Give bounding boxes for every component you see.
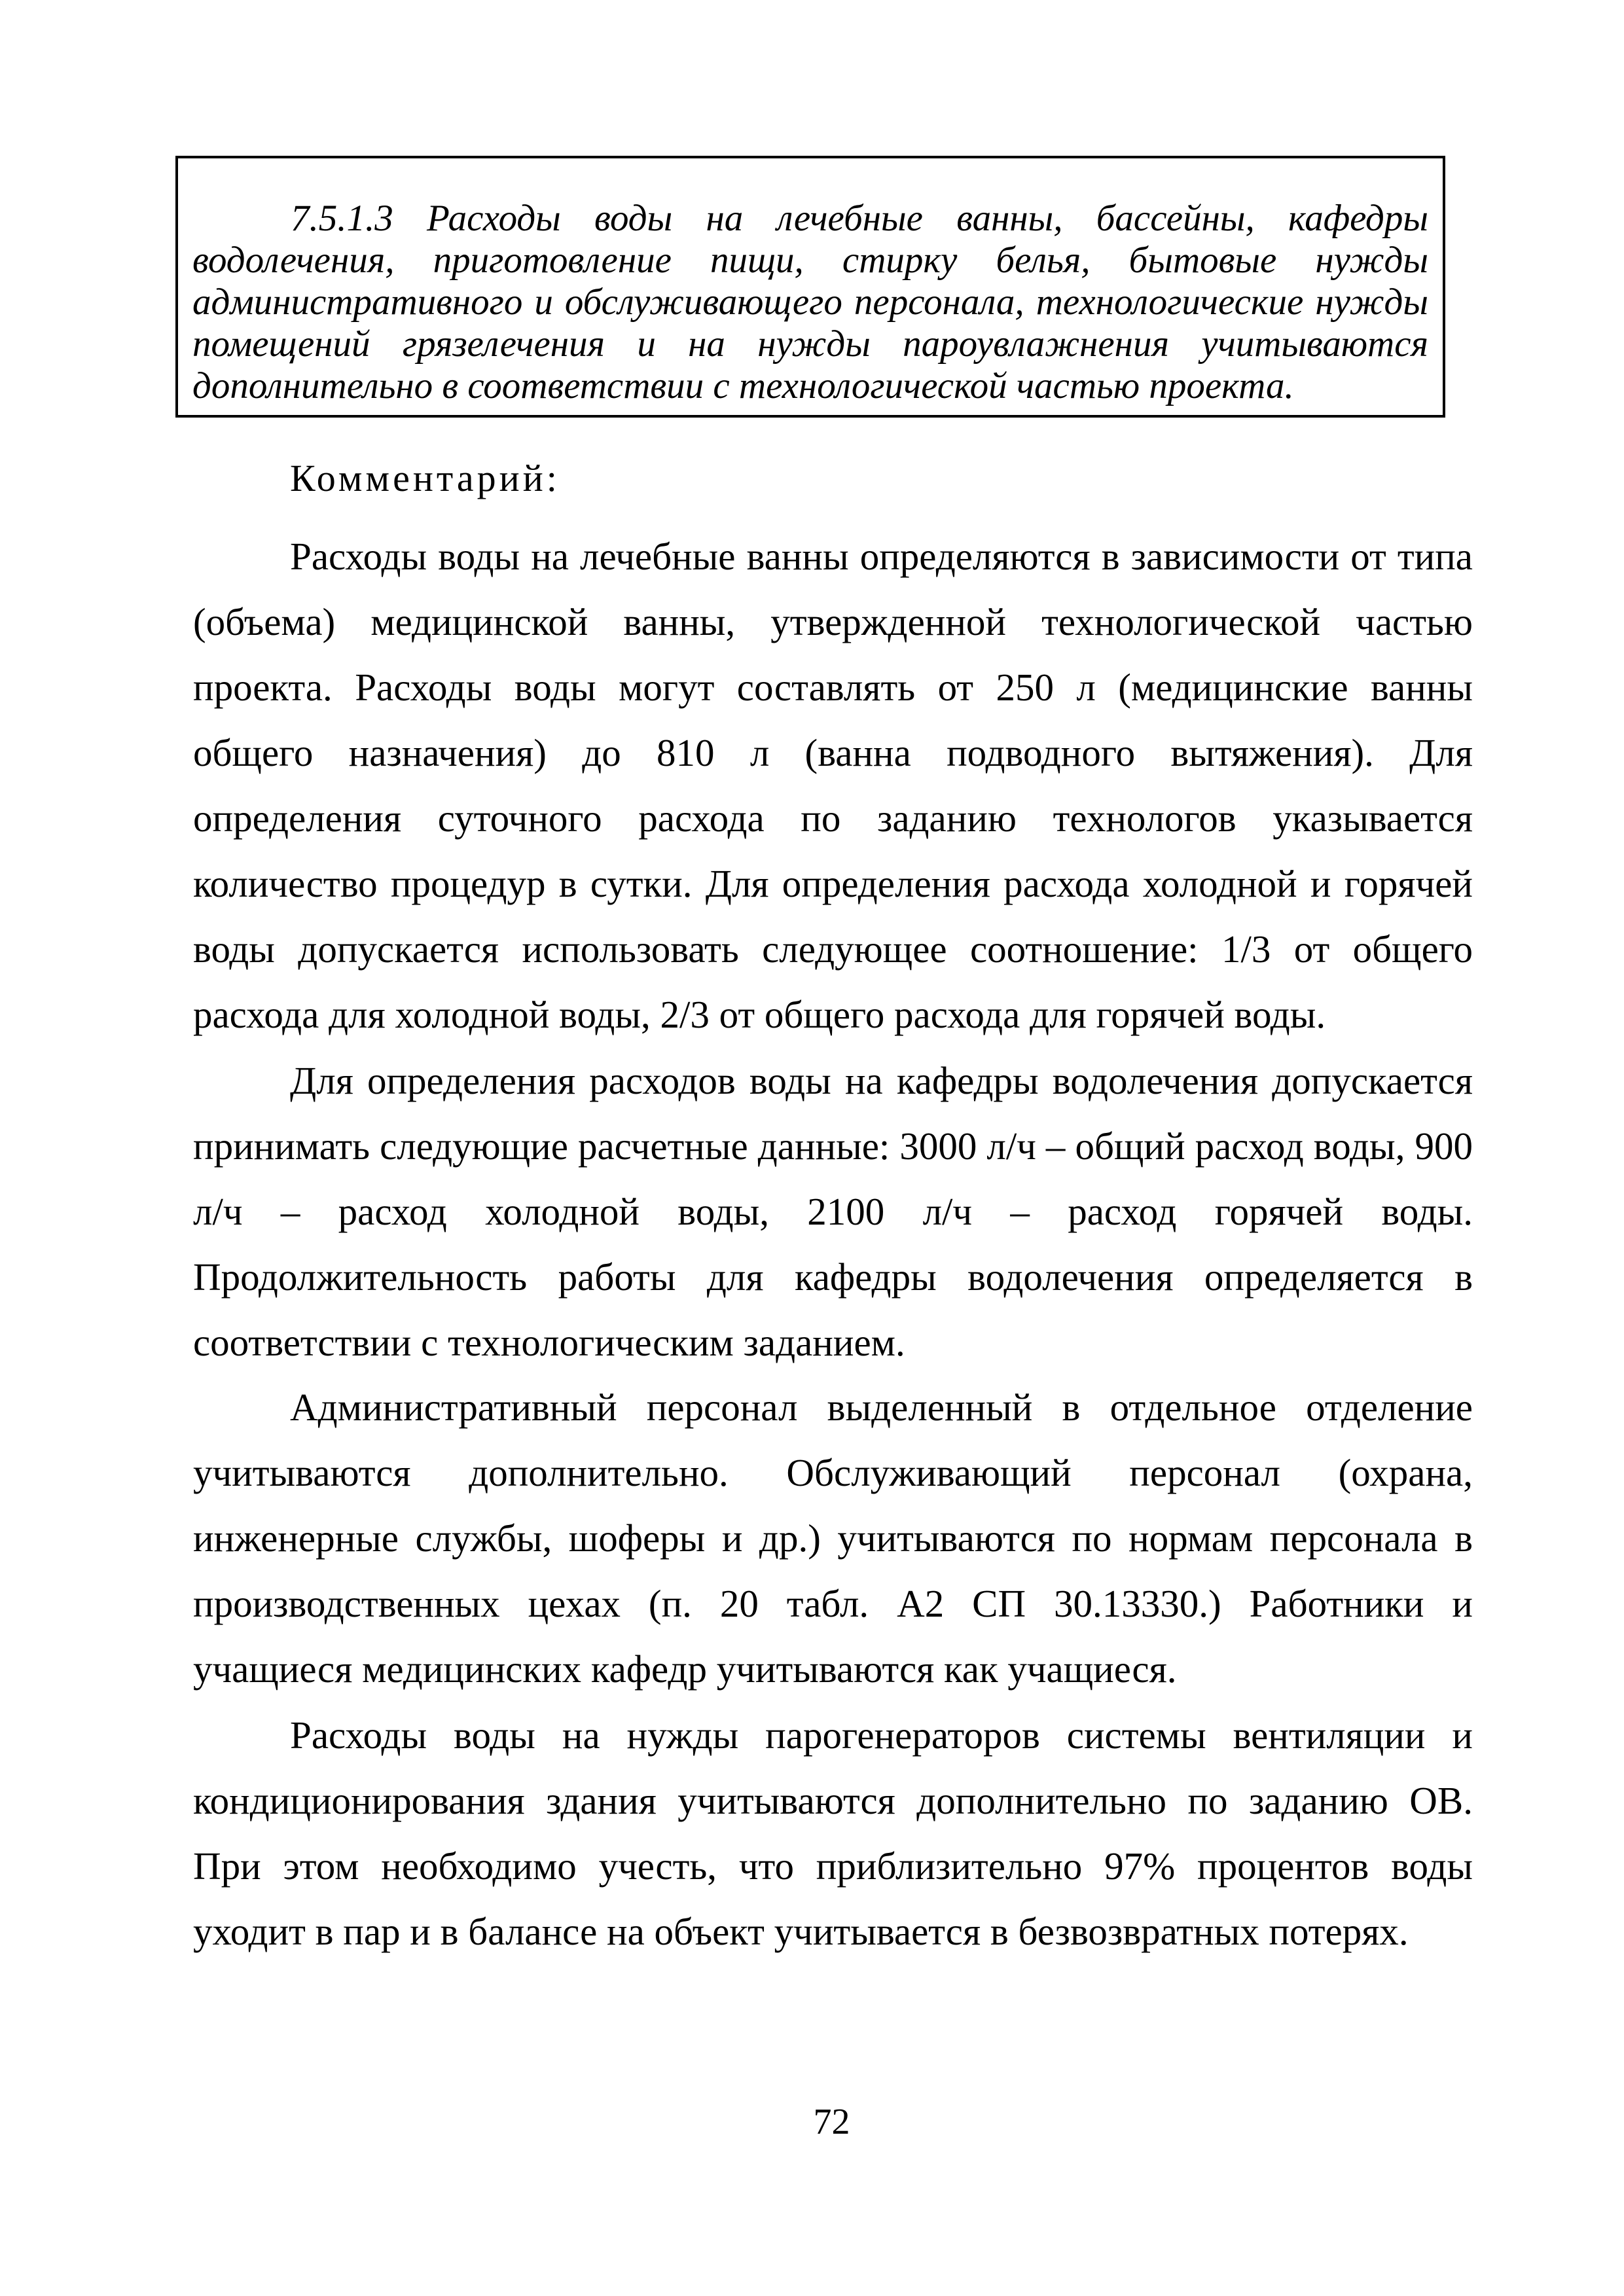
comment-heading: Комментарий:	[290, 457, 560, 499]
norm-clause-box	[175, 156, 1445, 418]
comment-paragraph-steam-generators: Расходы воды на нужды парогенераторов системы вентиляции и кондиционирования здания учитываются дополнительно по заданию ОВ. При этом необходимо учесть, что приблизительно 97% процентов воды уходит в пар и в балансе на объект учитывается в безвозвратных потерях.	[193, 1713, 1473, 1953]
comment-paragraph-personnel: Административный персонал выделенный в отдельное отделение учитываются дополнительно. Обслуживающий персонал (охрана, инженерные службы, шоферы и др.) учитываются по нормам персонала в производственных цехах (п. 20 табл. А2 СП 30.13330.) Работники и учащиеся медицинских кафедр учитываются как учащиеся.	[193, 1386, 1473, 1691]
comment-paragraph-hydrotherapy: Для определения расходов воды на кафедры водолечения допускается принимать следующие расчетные данные: 3000 л/ч – общий расход воды, 900 л/ч – расход холодной воды, 2100 л/ч – расход горячей воды. Продолжительность работы для кафедры водолечения определяется в соответствии с технологическим заданием.	[193, 1059, 1473, 1364]
comment-paragraph-baths: Расходы воды на лечебные ванны определяются в зависимости от типа (объема) медицинской ванны, утвержденной технологической частью проекта. Расходы воды могут составлять от 250 л (медицинские ванны общего назначения) до 810 л (ванна подводного вытяжения). Для определения суточного расхода по заданию технологов указывается количество процедур в сутки. Для определения расхода холодной и горячей воды допускается использовать следующее соотношение: 1/3 от общего расхода для холодной воды, 2/3 от общего расхода для горячей воды.	[193, 535, 1473, 1036]
norm-clause-text: 7.5.1.3 Расходы воды на лечебные ванны, бассейны, кафедры водолечения, приготовление пищи, стирку белья, бытовые нужды административного и обслуживающего персонала, технологические нужды помещений грязелечения и на нужды пароувлажнения учитываются дополнительно в соответствии с технологической частью проекта.	[192, 198, 1428, 406]
page-number: 72	[813, 2102, 850, 2142]
